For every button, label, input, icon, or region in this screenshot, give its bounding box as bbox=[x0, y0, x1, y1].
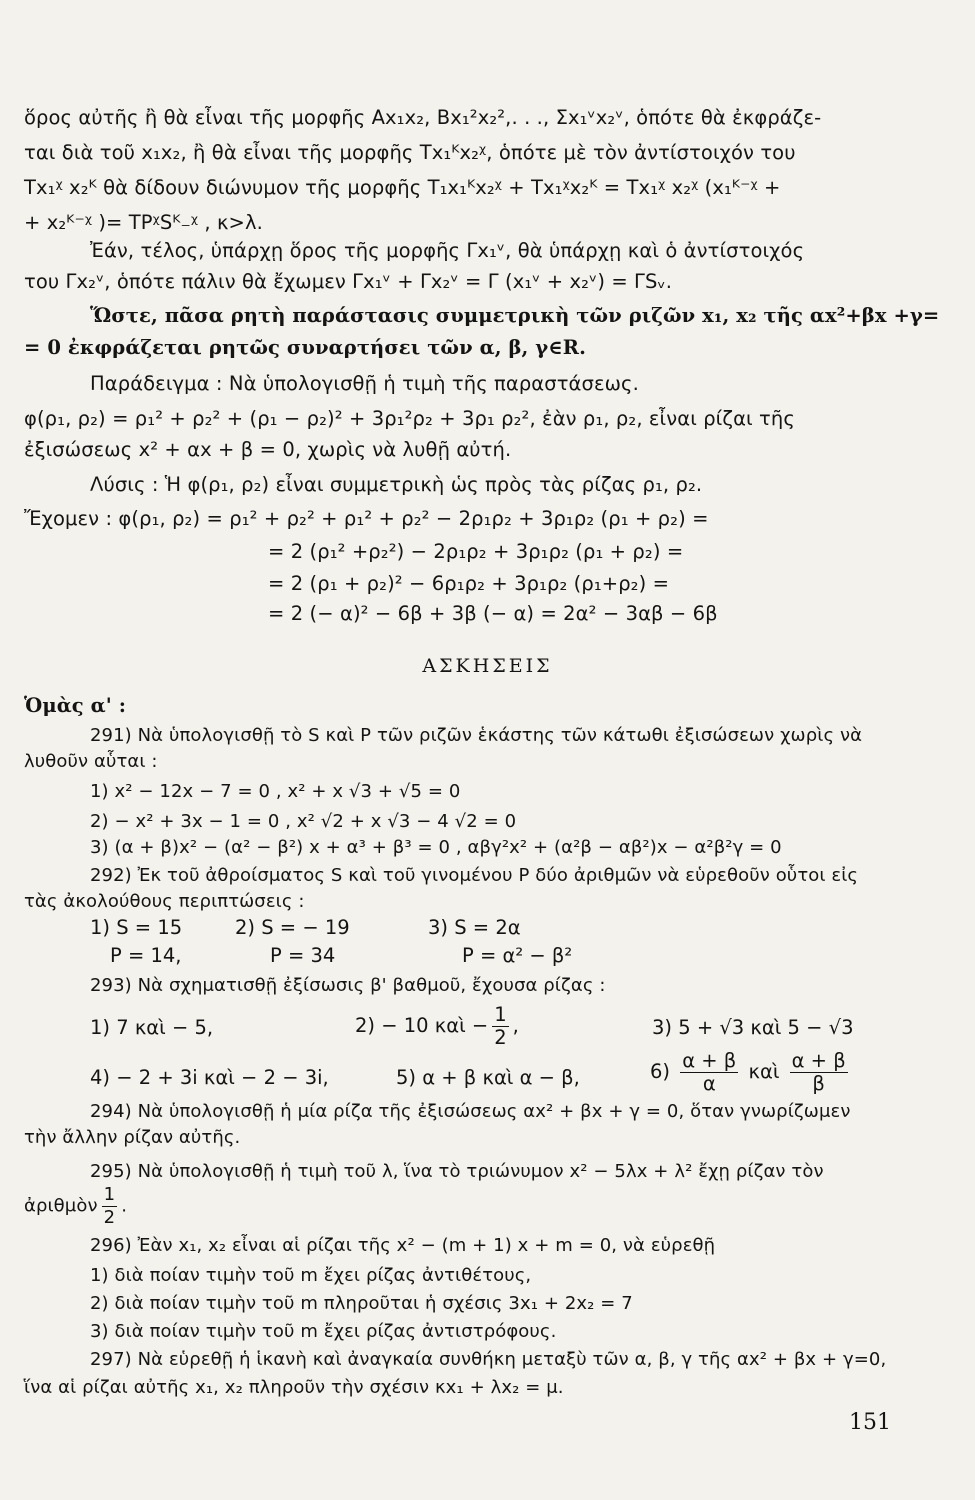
bold-conclusion: Ὥστε, πᾶσα ρητὴ παράστασις συμμετρικὴ τῶν ριζῶν x₁, x₂ τῆς αx²+βx +γ= bbox=[90, 304, 940, 327]
equation-line: = 2 (− α)² − 6β + 3β (− α) = 2α² − 3αβ − 6β bbox=[268, 602, 718, 625]
text-line: + x₂ᴷ⁻ᵡ )= TPᵡSᴷ₋ᵡ , κ>λ. bbox=[24, 211, 263, 234]
roots-2: 2) − 10 καὶ − $\frac{1}{2}$ , bbox=[355, 1003, 519, 1049]
case-3-product: P = α² − β² bbox=[462, 944, 573, 967]
exercise-297: 297) Νὰ εὑρεθῇ ἡ ἱκανὴ καὶ ἀναγκαία συνθήκη μεταξὺ τῶν α, β, γ τῆς αx² + βx + γ=0, bbox=[90, 1349, 887, 1370]
text-line: του Γx₂ᵛ, ὁπότε πάλιν θὰ ἔχωμεν Γx₁ᵛ + Γx₂ᵛ = Γ (x₁ᵛ + x₂ᵛ) = ΓSᵥ. bbox=[24, 270, 673, 293]
fraction-numerator: 1 bbox=[494, 1003, 507, 1026]
case-3-sum: 3) S = 2α bbox=[428, 916, 521, 939]
exercise-item: 2) − x² + 3x − 1 = 0 , x² √2 + x √3 − 4 √2 = 0 bbox=[90, 811, 517, 832]
text-line: ἐξισώσεως x² + αx + β = 0, χωρὶς νὰ λυθῇ αὐτή. bbox=[24, 438, 512, 461]
text-line: ται διὰ τοῦ x₁x₂, ἢ θὰ εἶναι τῆς μορφῆς Tx₁ᴷx₂ᵡ, ὁπότε μὲ τὸν ἀντίστοιχόν του bbox=[24, 141, 796, 164]
roots-4: 4) − 2 + 3i καὶ − 2 − 3i, bbox=[90, 1066, 329, 1089]
equation-line: = 2 (ρ₁ + ρ₂)² − 6ρ₁ρ₂ + 3ρ₁ρ₂ (ρ₁+ρ₂) = bbox=[268, 572, 670, 595]
fraction-numerator: 1 bbox=[103, 1184, 116, 1205]
roots-1: 1) 7 καὶ − 5, bbox=[90, 1016, 214, 1039]
equation-line: = 2 (ρ₁² +ρ₂²) − 2ρ₁ρ₂ + 3ρ₁ρ₂ (ρ₁ + ρ₂) = bbox=[268, 540, 684, 563]
fraction bbox=[680, 1050, 738, 1095]
roots-6 bbox=[650, 1050, 852, 1095]
roots-6-label: 6) bbox=[650, 1060, 671, 1083]
example-heading: Παράδειγμα : Νὰ ὑπολογισθῇ ἡ τιμὴ τῆς παραστάσεως. bbox=[90, 372, 639, 395]
bold-conclusion: = 0 ἐκφράζεται ρητῶς συναρτήσει τῶν α, β, γ∈R. bbox=[24, 336, 587, 359]
fraction-numerator: α + β bbox=[682, 1049, 737, 1072]
exercise-295: 295) Νὰ ὑπολογισθῇ ἡ τιμὴ τοῦ λ, ἵνα τὸ τριώνυμον x² − 5λx + λ² ἔχῃ ρίζαν τὸν bbox=[90, 1161, 824, 1182]
roots-5: 5) α + β καὶ α − β, bbox=[396, 1066, 580, 1089]
case-1-sum: 1) S = 15 bbox=[90, 916, 183, 939]
fraction-denominator: α bbox=[702, 1072, 716, 1095]
section-title: ΑΣΚΗΣΕΙΣ bbox=[422, 655, 553, 677]
exercise-292-cont: τὰς ἀκολούθους περιπτώσεις : bbox=[24, 891, 305, 912]
exercise-295-cont: ἀριθμὸν $\frac{1}{2}$ . bbox=[24, 1184, 128, 1228]
equation-line: Ἔχομεν : φ(ρ₁, ρ₂) = ρ₁² + ρ₂² + ρ₁² + ρ₂² − 2ρ₁ρ₂ + 3ρ₁ρ₂ (ρ₁ + ρ₂) = bbox=[24, 507, 709, 530]
solution-heading: Λύσις : Ἡ φ(ρ₁, ρ₂) εἶναι συμμετρικὴ ὡς πρὸς τὰς ρίζας ρ₁, ρ₂. bbox=[90, 473, 703, 496]
roots-2-label: 2) − 10 καὶ − bbox=[355, 1014, 489, 1037]
exercise-297-cont: ἵνα αἱ ρίζαι αὐτῆς x₁, x₂ πληροῦν τὴν σχέσιν κx₁ + λx₂ = μ. bbox=[24, 1377, 564, 1398]
fraction-denominator: 2 bbox=[103, 1207, 116, 1228]
exercise-291: 291) Νὰ ὑπολογισθῇ τὸ S καὶ P τῶν ριζῶν ἑκάστης τῶν κάτωθι ἐξισώσεων χωρὶς νὰ bbox=[90, 725, 863, 746]
exercise-293: 293) Νὰ σχηματισθῇ ἐξίσωσις β' βαθμοῦ, ἔχουσα ρίζας : bbox=[90, 975, 606, 996]
exercise-item: 1) διὰ ποίαν τιμὴν τοῦ m ἔχει ρίζας ἀντιθέτους, bbox=[90, 1265, 532, 1286]
fraction bbox=[102, 1184, 118, 1229]
fraction-numerator: α + β bbox=[791, 1049, 846, 1072]
roots-3: 3) 5 + √3 καὶ 5 − √3 bbox=[652, 1016, 854, 1039]
text-line: ὅρος αὐτῆς ἢ θὰ εἶναι τῆς μορφῆς Ax₁x₂, Bx₁²x₂²,. . ., Σx₁ᵛx₂ᵛ, ὁπότε θὰ ἐκφράζε- bbox=[24, 106, 822, 129]
exercise-item: 2) διὰ ποίαν τιμὴν τοῦ m πληροῦται ἡ σχέσις 3x₁ + 2x₂ = 7 bbox=[90, 1293, 633, 1314]
exercise-292: 292) Ἐκ τοῦ ἀθροίσματος S καὶ τοῦ γινομένου P δύο ἀριθμῶν νὰ εὑρεθοῦν οὗτοι εἰς bbox=[90, 865, 859, 886]
exercise-296: 296) Ἐὰν x₁, x₂ εἶναι αἱ ρίζαι τῆς x² − (m + 1) x + m = 0, νὰ εὑρεθῇ bbox=[90, 1235, 716, 1256]
fraction bbox=[790, 1050, 848, 1095]
exercise-295-word: ἀριθμὸν bbox=[24, 1195, 98, 1217]
exercise-item: 1) x² − 12x − 7 = 0 , x² + x √3 + √5 = 0 bbox=[90, 781, 461, 802]
text-line: Ἐάν, τέλος, ὑπάρχῃ ὅρος τῆς μορφῆς Γx₁ᵛ, θὰ ὑπάρχῃ καὶ ὁ ἀντίστοιχός bbox=[90, 239, 805, 262]
fraction-denominator: β bbox=[812, 1072, 825, 1095]
text-line: Tx₁ᵡ x₂ᴷ θὰ δίδουν διώνυμον τῆς μορφῆς T₁x₁ᴷx₂ᵡ + Tx₁ᵡx₂ᴷ = Tx₁ᵡ x₂ᵡ (x₁ᴷ⁻ᵡ + bbox=[24, 176, 781, 199]
fraction bbox=[492, 1004, 508, 1049]
case-2-product: P = 34 bbox=[270, 944, 336, 967]
exercise-item: 3) (α + β)x² − (α² − β²) x + α³ + β³ = 0 , αβγ²x² + (α²β − αβ²)x − α²β²γ = 0 bbox=[90, 837, 782, 858]
fraction-denominator: 2 bbox=[494, 1026, 507, 1049]
case-1-product: P = 14, bbox=[110, 944, 182, 967]
case-2-sum: 2) S = − 19 bbox=[235, 916, 350, 939]
exercise-item: 3) διὰ ποίαν τιμὴν τοῦ m ἔχει ρίζας ἀντιστρόφους. bbox=[90, 1321, 557, 1342]
roots-6-conj: καὶ bbox=[748, 1060, 780, 1083]
page-number: 151 bbox=[849, 1410, 891, 1435]
group-label: Ὁμὰς α' : bbox=[24, 694, 127, 717]
exercise-294: 294) Νὰ ὑπολογισθῇ ἡ μία ρίζα τῆς ἐξισώσεως αx² + βx + γ = 0, ὅταν γνωρίζωμεν bbox=[90, 1101, 851, 1122]
exercise-291-cont: λυθοῦν αὗται : bbox=[24, 751, 158, 772]
exercise-294-cont: τὴν ἄλλην ρίζαν αὐτῆς. bbox=[24, 1127, 241, 1148]
text-line: φ(ρ₁, ρ₂) = ρ₁² + ρ₂² + (ρ₁ − ρ₂)² + 3ρ₁²ρ₂ + 3ρ₁ ρ₂², ἐὰν ρ₁, ρ₂, εἶναι ρίζαι τῆς bbox=[24, 407, 795, 430]
